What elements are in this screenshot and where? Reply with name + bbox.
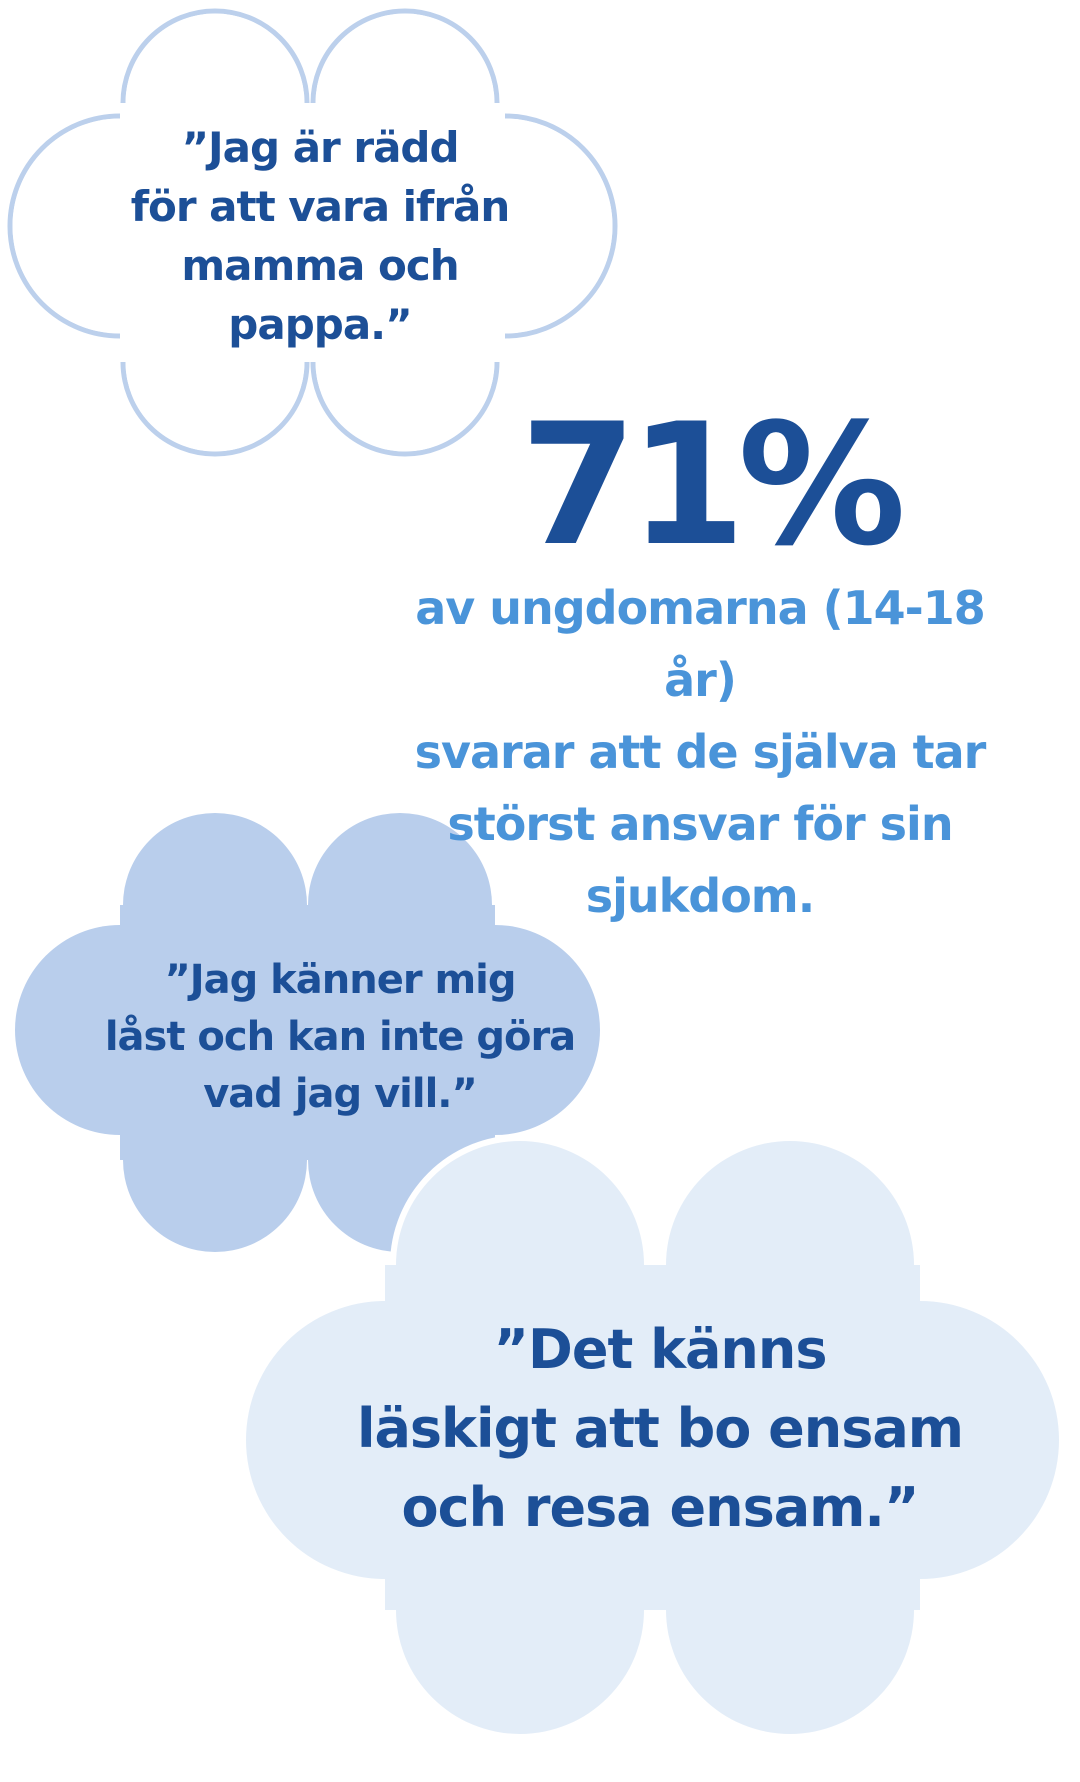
statistic-description xyxy=(380,572,1020,932)
quote-line: läskigt att bo ensam xyxy=(356,1397,964,1460)
statistic-line: av ungdomarna (14-18 år) xyxy=(415,581,985,707)
statistic-value: 71% xyxy=(520,387,899,583)
quote-feel-locked xyxy=(60,952,620,1123)
quote-line: ”Jag är rädd xyxy=(181,123,459,172)
quote-line: låst och kan inte göra xyxy=(104,1014,576,1060)
statistic-line: störst ansvar för sin xyxy=(447,797,953,851)
quote-line: ”Det känns xyxy=(493,1318,827,1381)
quote-line: pappa.” xyxy=(228,300,412,349)
statistic-line: svarar att de själva tar xyxy=(414,725,986,779)
quote-scary-living-alone xyxy=(300,1310,1020,1547)
quote-line: och resa ensam.” xyxy=(401,1476,919,1539)
quote-line: vad jag vill.” xyxy=(203,1071,477,1117)
quote-line: för att vara ifrån xyxy=(130,182,510,231)
quote-afraid-away-from-parents xyxy=(70,118,570,354)
quote-line: ”Jag känner mig xyxy=(164,957,516,1003)
quote-line: mamma och xyxy=(181,241,459,290)
statistic-line: sjukdom. xyxy=(585,869,815,923)
